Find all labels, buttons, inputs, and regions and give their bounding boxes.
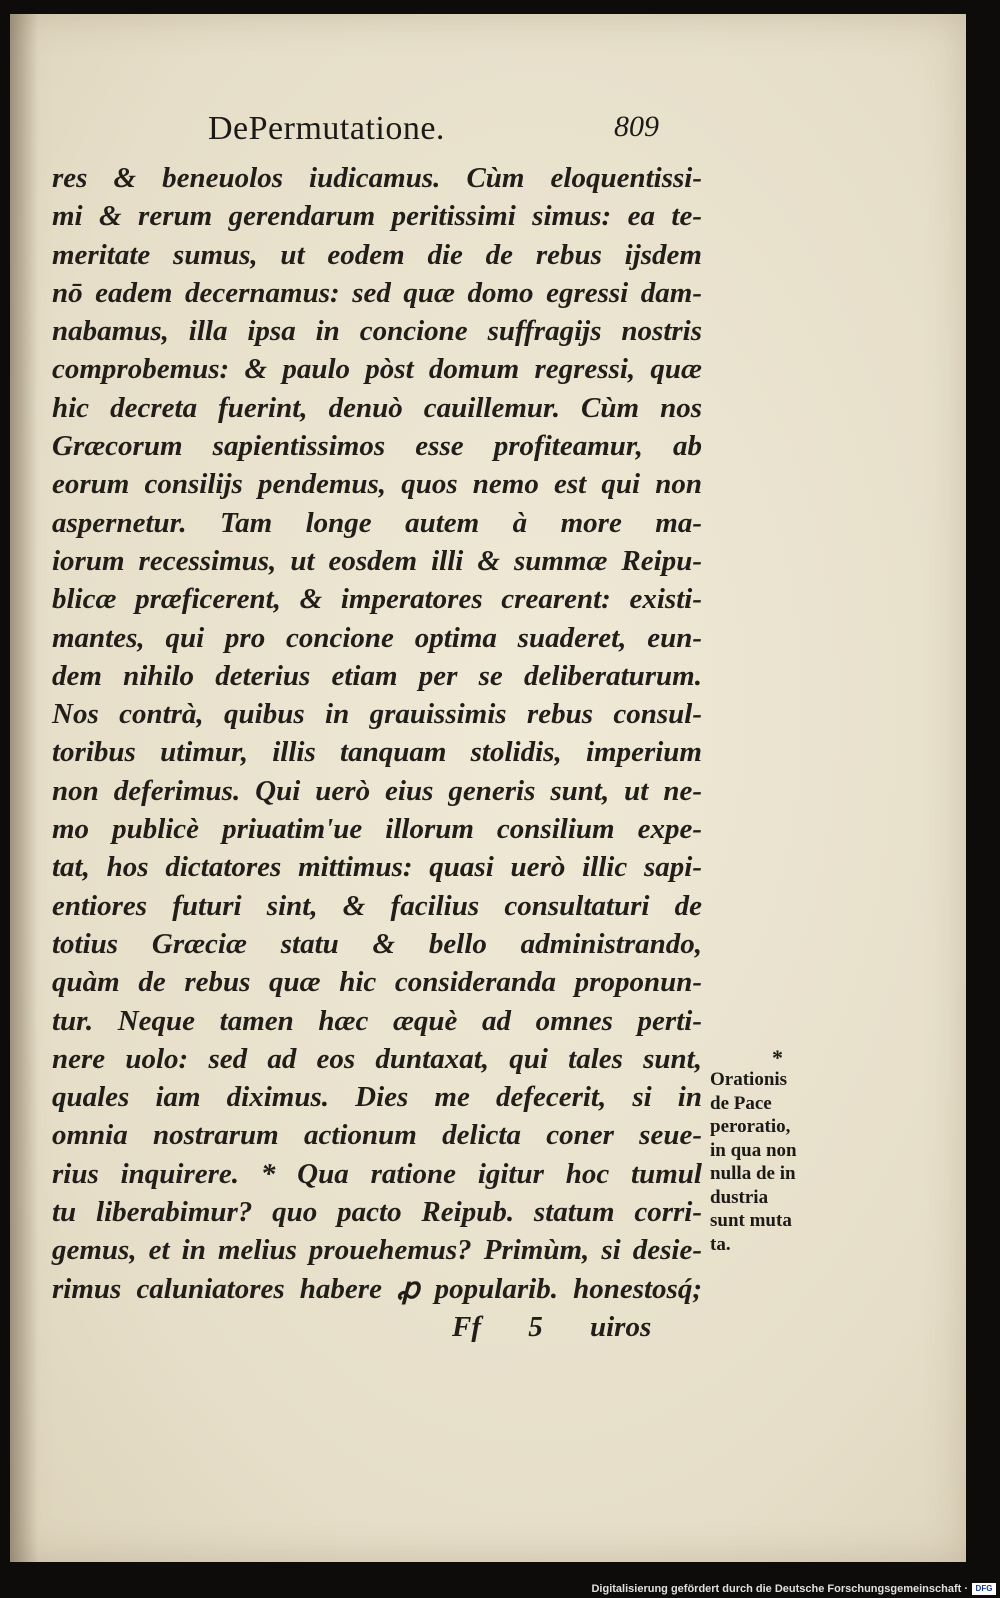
text-line: totius Græciæ statu & bello administrando, [52, 927, 702, 960]
note-line: Orationis [710, 1069, 788, 1090]
text-line: blicæ præficerent, & imperatores crearent: existi- [52, 583, 702, 616]
text-line: dem nihilo deterius etiam per se deliberaturum. [52, 659, 702, 692]
text-line: non deferimus. Qui uerò eius generis sunt, ut ne- [52, 774, 702, 807]
gutter-shadow [10, 14, 38, 1562]
text-line: eorum consilijs pendemus, quos nemo est qui non [52, 468, 702, 501]
text-line: Nos contrà, quibus in grauissimis rebus consul- [52, 698, 702, 731]
catchword-line: Ff 5 uiros [452, 1310, 652, 1343]
marginal-note [710, 1045, 840, 1256]
text-line: comprobemus: & paulo pòst domum regressi, quæ [52, 353, 702, 386]
funding-notice: Digitalisierung gefördert durch die Deutsche Forschungsgemeinschaft · [591, 1583, 968, 1595]
note-marker: * [772, 1045, 783, 1070]
text-line: entiores futuri sint, & facilius consultaturi de [52, 889, 702, 922]
note-line: ta. [710, 1233, 731, 1255]
page-number: 809 [614, 110, 659, 143]
note-line: nulla de in [710, 1163, 796, 1184]
text-line: gemus, et in melius prouehemus? Primùm, si desie- [52, 1234, 702, 1267]
text-line: nabamus, illa ipsa in concione suffragijs nostris [52, 315, 702, 348]
text-line: rius inquirere. * Qua ratione igitur hoc tumul [52, 1157, 702, 1190]
text-line: quales iam diximus. Dies me defecerit, si in [52, 1081, 702, 1114]
note-line: de Pace [710, 1092, 772, 1114]
note-line: in qua non [710, 1139, 797, 1161]
note-line: peroratio, [710, 1116, 791, 1137]
footer-bar [0, 1580, 1000, 1598]
text-line: res & beneuolos iudicamus. Cùm eloquentissi- [52, 162, 702, 194]
text-line: rimus caluniatores habere ꝓ popularib. honestosq́; [52, 1272, 702, 1305]
book-page [10, 14, 966, 1562]
text-line: tu liberabimur? quo pacto Reipub. statum corri- [52, 1196, 702, 1229]
running-head [10, 110, 966, 158]
text-line: toribus utimur, illis tanquam stolidis, imperium [52, 736, 702, 769]
text-line: omnia nostrarum actionum delicta coner seue- [52, 1119, 702, 1152]
text-line: nō eadem decernamus: sed quæ domo egressi dam- [52, 276, 702, 309]
text-line: mo publicè priuatim'ue illorum consilium expe- [52, 813, 702, 846]
text-line: tur. Neque tamen hæc æquè ad omnes perti- [52, 1004, 702, 1037]
text-line: Græcorum sapientissimos esse profiteamur, ab [52, 430, 702, 463]
dfg-logo-icon: DFG [972, 1583, 996, 1595]
text-line: aspernetur. Tam longe autem à more ma- [52, 506, 702, 539]
text-line: iorum recessimus, ut eosdem illi & summæ Reipu- [52, 544, 702, 577]
text-line: nere uolo: sed ad eos duntaxat, qui tales sunt, [52, 1042, 702, 1075]
note-line: dustria [710, 1186, 769, 1208]
text-line: mantes, qui pro concione optima suaderet, eun- [52, 621, 702, 654]
text-line: meritate sumus, ut eodem die de rebus ijsdem [52, 238, 702, 271]
running-title: DePermutatione. [208, 110, 445, 147]
note-line: sunt muta [710, 1210, 792, 1231]
text-line: hic decreta fuerint, denuò cauillemur. Cùm nos [52, 391, 702, 424]
text-line: mi & rerum gerendarum peritissimi simus: ea te- [52, 200, 702, 233]
body-text [52, 159, 702, 1346]
text-line: tat, hos dictatores mittimus: quasi uerò illic sapi- [52, 851, 702, 884]
text-line: quàm de rebus quæ hic consideranda proponun- [52, 966, 702, 999]
